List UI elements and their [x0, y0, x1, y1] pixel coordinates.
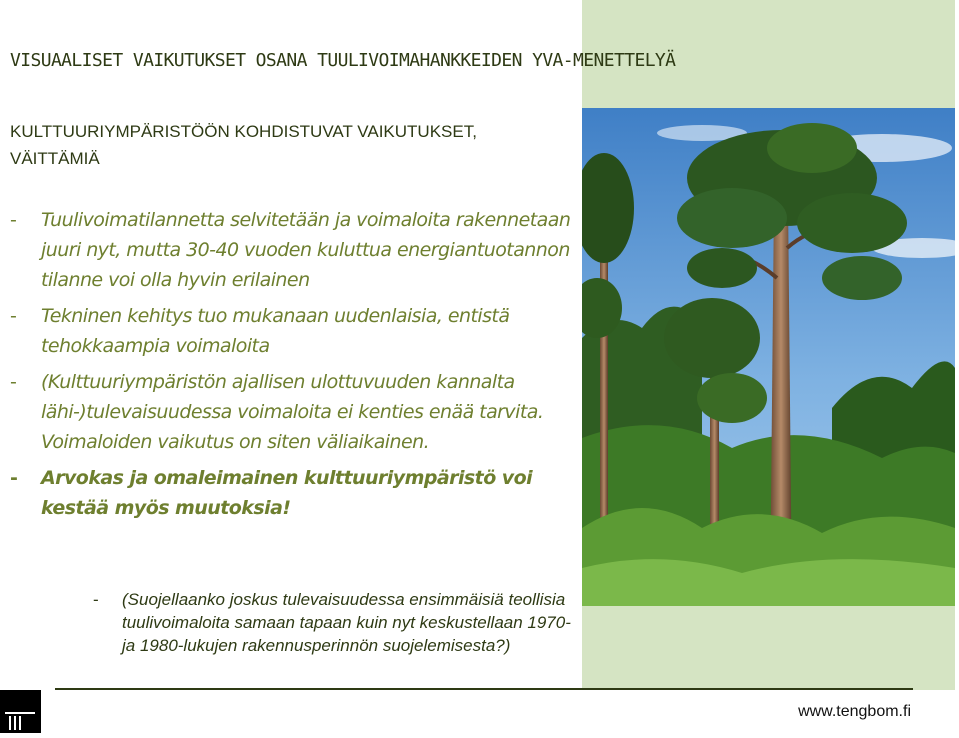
bullet-item [10, 205, 575, 295]
footer-divider [55, 688, 913, 690]
sub-bullet-text: (Suojellaanko joskus tulevaisuudessa ensimmäisiä teollisia tuulivoimaloita samaan tapaan kuin nyt keskustellaan 1970- ja 1980-lukujen rakennusperinnön suojelemisesta?) [122, 590, 571, 655]
bullet-text: Arvokas ja omaleimainen kulttuuriympäristö voi kestää myös muutoksia! [41, 467, 533, 519]
bullet-item-emphasis [10, 463, 575, 523]
bullet-dash: - [10, 209, 17, 231]
sub-bullet [93, 588, 573, 657]
bullet-list [10, 205, 575, 527]
bullet-text: Tuulivoimatilannetta selvitetään ja voimaloita rakennetaan juuri nyt, mutta 30-40 vuoden kuluttua energiantuotannon tilanne voi olla hyvin erilainen [41, 209, 571, 291]
bullet-dash: - [10, 467, 18, 489]
bullet-text: (Kulttuuriympäristön ajallisen ulottuvuuden kannalta lähi-)tulevaisuudessa voimaloita ei kenties enää tarvita. Voimaloiden vaikutus on siten väliaikainen. [41, 371, 544, 453]
subtitle-line-1: KULTTUURIYMPÄRISTÖÖN KOHDISTUVAT VAIKUTUKSET, [10, 122, 477, 141]
footer-url[interactable]: www.tengbom.fi [798, 703, 911, 720]
pine-trees-photo [582, 108, 955, 606]
sub-bullet-dash: - [93, 590, 99, 609]
slide-subtitle [10, 118, 477, 172]
tengbom-logo-icon [0, 690, 41, 733]
bullet-dash: - [10, 305, 17, 327]
slide-title: VISUAALISET VAIKUTUKSET OSANA TUULIVOIMAHANKKEIDEN YVA-MENETTELYÄ [10, 50, 676, 71]
bullet-dash: - [10, 371, 17, 393]
subtitle-line-2: VÄITTÄMIÄ [10, 149, 100, 168]
bullet-item [10, 367, 575, 457]
bullet-item [10, 301, 575, 361]
bullet-text: Tekninen kehitys tuo mukanaan uudenlaisia, entistä tehokkaampia voimaloita [41, 305, 510, 357]
